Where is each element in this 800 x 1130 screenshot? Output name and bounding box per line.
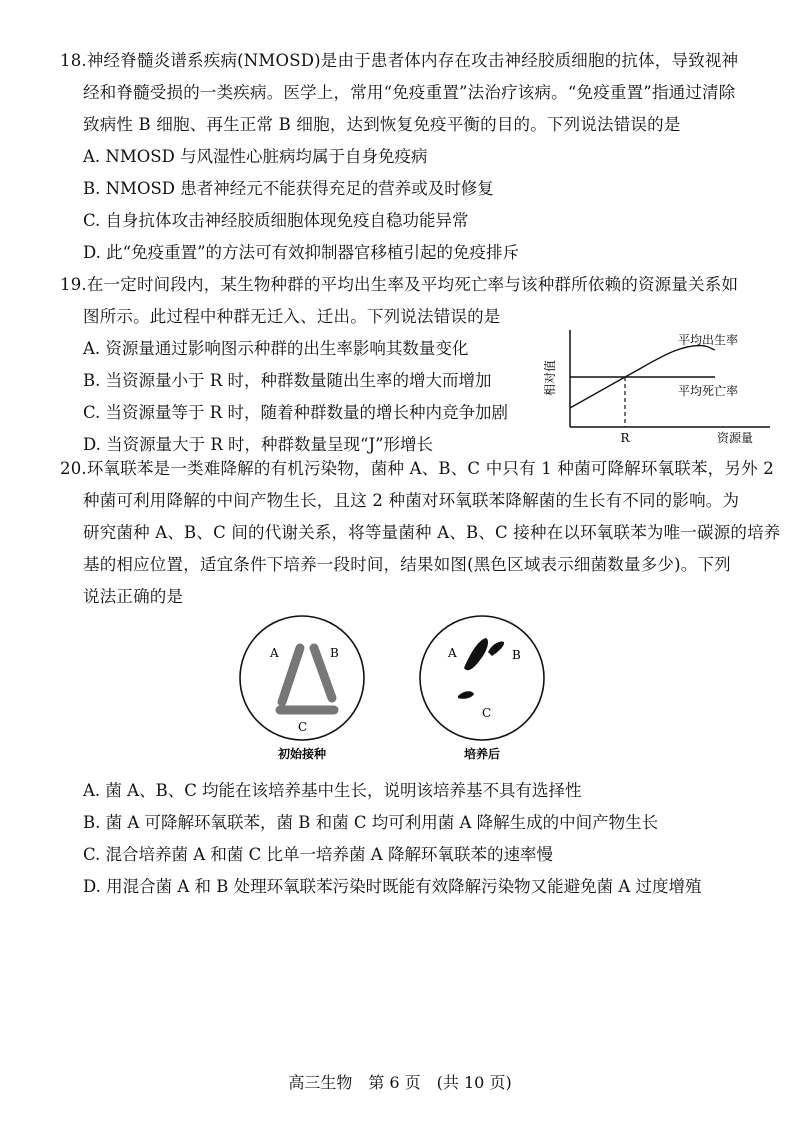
colony-b	[488, 641, 504, 656]
q20-stem-line-4: 基的相应位置，适宜条件下培养一段时间，结果如图(黑色区域表示细菌数量多少)。下列	[83, 555, 731, 574]
q20-option-c: C. 混合培养菌 A 和菌 C 比单一培养菌 A 降解环氧联苯的速率慢	[83, 845, 553, 864]
caption-after: 培养后	[463, 747, 501, 761]
q19-stem-line-1: 19.在一定时间段内，某生物种群的平均出生率及平均死亡率与该种群所依赖的资源量关系如	[60, 275, 739, 294]
q20-stem-line-1: 20.环氧联苯是一类难降解的有机污染物，菌种 A、B、C 中只有 1 种菌可降解环氧联苯，另外 2	[60, 459, 774, 478]
initial-label-c: C	[298, 720, 308, 734]
q18-stem-line-3: 致病性 B 细胞、再生正常 B 细胞，达到恢复免疫平衡的目的。下列说法错误的是	[83, 115, 681, 134]
q19-option-a: A. 资源量通过影响图示种群的出生率影响其数量变化	[83, 339, 469, 358]
death-rate-label: 平均死亡率	[677, 384, 739, 398]
q20-stem-line-3: 研究菌种 A、B、C 间的代谢关系，将等量菌种 A、B、C 接种在以环氧联苯为唯一碳源的培养	[83, 523, 781, 542]
after-label-b: B	[512, 648, 521, 662]
birth-rate-label: 平均出生率	[677, 333, 739, 347]
x-axis-label: 资源量	[716, 431, 754, 445]
after-dish	[420, 616, 544, 740]
q18-stem-line-1: 18.神经脊髓炎谱系疾病(NMOSD)是由于患者体内存在攻击神经胶质细胞的抗体，导致视神	[60, 51, 739, 70]
q19-stem-line-2: 图所示。此过程中种群无迁入、迁出。下列说法错误的是	[83, 307, 501, 326]
q18-option-c: C. 自身抗体攻击神经胶质细胞体现免疫自稳功能异常	[83, 211, 469, 230]
q18-option-a: A. NMOSD 与风湿性心脏病均属于自身免疫病	[83, 147, 428, 166]
q20-option-d: D. 用混合菌 A 和 B 处理环氧联苯污染时既能有效降解污染物又能避免菌 A 过度增殖	[83, 877, 702, 896]
initial-label-a: A	[270, 646, 279, 660]
caption-initial: 初始接种	[277, 747, 327, 761]
q20-option-a: A. 菌 A、B、C 均能在该培养基中生长，说明该培养基不具有选择性	[83, 781, 582, 800]
colony-a	[464, 638, 488, 670]
q20-option-b: B. 菌 A 可降解环氧联苯，菌 B 和菌 C 均可利用菌 A 降解生成的中间产物生长	[83, 813, 659, 832]
q19-graph	[540, 322, 780, 452]
q18-option-d: D. 此“免疫重置”的方法可有效抑制器官移植引起的免疫排斥	[83, 243, 520, 262]
q20-dishes-figure	[230, 610, 560, 770]
after-label-a: A	[448, 646, 457, 660]
r-label: R	[620, 431, 630, 445]
q19-option-b: B. 当资源量小于 R 时，种群数量随出生率的增大而增加	[83, 371, 492, 390]
q20-stem-line-5: 说法正确的是	[83, 587, 184, 606]
q18-option-b: B. NMOSD 患者神经元不能获得充足的营养或及时修复	[83, 179, 494, 198]
initial-label-b: B	[330, 646, 339, 660]
q20-stem-line-2: 种菌可利用降解的中间产物生长，且这 2 种菌对环氧联苯降解菌的生长有不同的影响。为	[83, 491, 740, 510]
colony-c	[458, 691, 474, 699]
y-axis-label: 相对值	[543, 359, 557, 397]
after-label-c: C	[482, 706, 492, 720]
page-footer: 高三生物 第 6 页 (共 10 页)	[288, 1073, 512, 1092]
q18-stem-line-2: 经和脊髓受损的一类疾病。医学上，常用“免疫重置”法治疗该病。“免疫重置”指通过清除	[83, 83, 736, 102]
q19-option-d: D. 当资源量大于 R 时，种群数量呈现“J”形增长	[83, 435, 434, 454]
streak-a	[282, 648, 300, 702]
q19-option-c: C. 当资源量等于 R 时，随着种群数量的增长种内竞争加剧	[83, 403, 508, 422]
